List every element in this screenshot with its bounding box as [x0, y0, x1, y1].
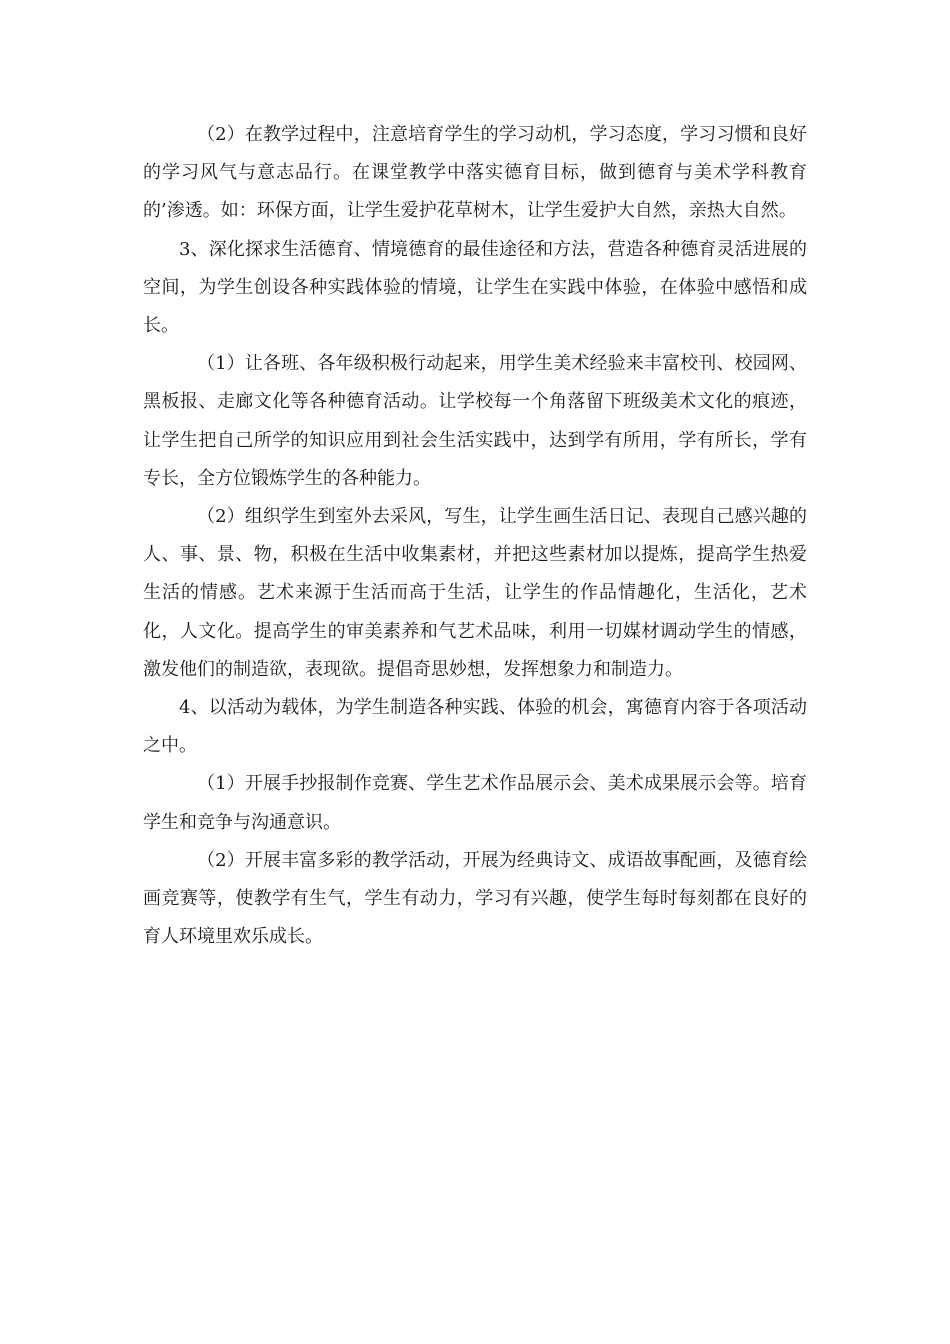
document-body	[143, 116, 807, 956]
paragraph-teaching-activities: （2）开展丰富多彩的教学活动，开展为经典诗文、成语故事配画，及德育绘画竞赛等，使教学有生气，学生有动力，学习有兴趣，使学生每时每刻都在良好的育人环境里欢乐成长。	[143, 849, 807, 948]
paragraph-outdoor-sketching: （2）组织学生到室外去采风，写生，让学生画生活日记、表现自己感兴趣的人、事、景、物，积极在生活中收集素材，并把这些素材加以提炼，提高学生热爱生活的情感。艺术来源于生活而高于生活，让学生的作品情趣化，生活化，艺术化，人文化。提高学生的审美素养和气艺术品味，利用一切媒材调动学生的情感，激发他们的制造欲，表现欲。提倡奇思妙想，发挥想象力和制造力。	[143, 506, 807, 680]
paragraph-moral-motivation: （2）在教学过程中，注意培育学生的学习动机，学习态度，学习习惯和良好的学习风气与意志品行。在课堂教学中落实德育目标，做到德育与美术学科教育的’渗透。如：环保方面，让学生爱护花草树木，让学生爱护大自然，亲热大自然。	[143, 124, 807, 222]
paragraph-section-3: 3、深化探求生活德育、情境德育的最佳途径和方法，营造各种德育灵活进展的空间，为学生创设各种实践体验的情境，让学生在实践中体验，在体验中感悟和成长。	[143, 238, 807, 337]
paragraph-section-4: 4、以活动为载体，为学生制造各种实践、体验的机会，寓德育内容于各项活动之中。	[143, 697, 807, 757]
paragraph-class-activities: （1）让各班、各年级积极行动起来，用学生美术经验来丰富校刊、校园网、黑板报、走廊文化等各种德育活动。让学校每一个角落留下班级美术文化的痕迹，让学生把自己所学的知识应用到社会生活实践中，达到学有所用，学有所长，学有专长，全方位锻炼学生的各种能力。	[143, 353, 807, 489]
paragraph-competitions: （1）开展手抄报制作竞赛、学生艺术作品展示会、美术成果展示会等。培育学生和竞争与沟通意识。	[143, 773, 807, 833]
